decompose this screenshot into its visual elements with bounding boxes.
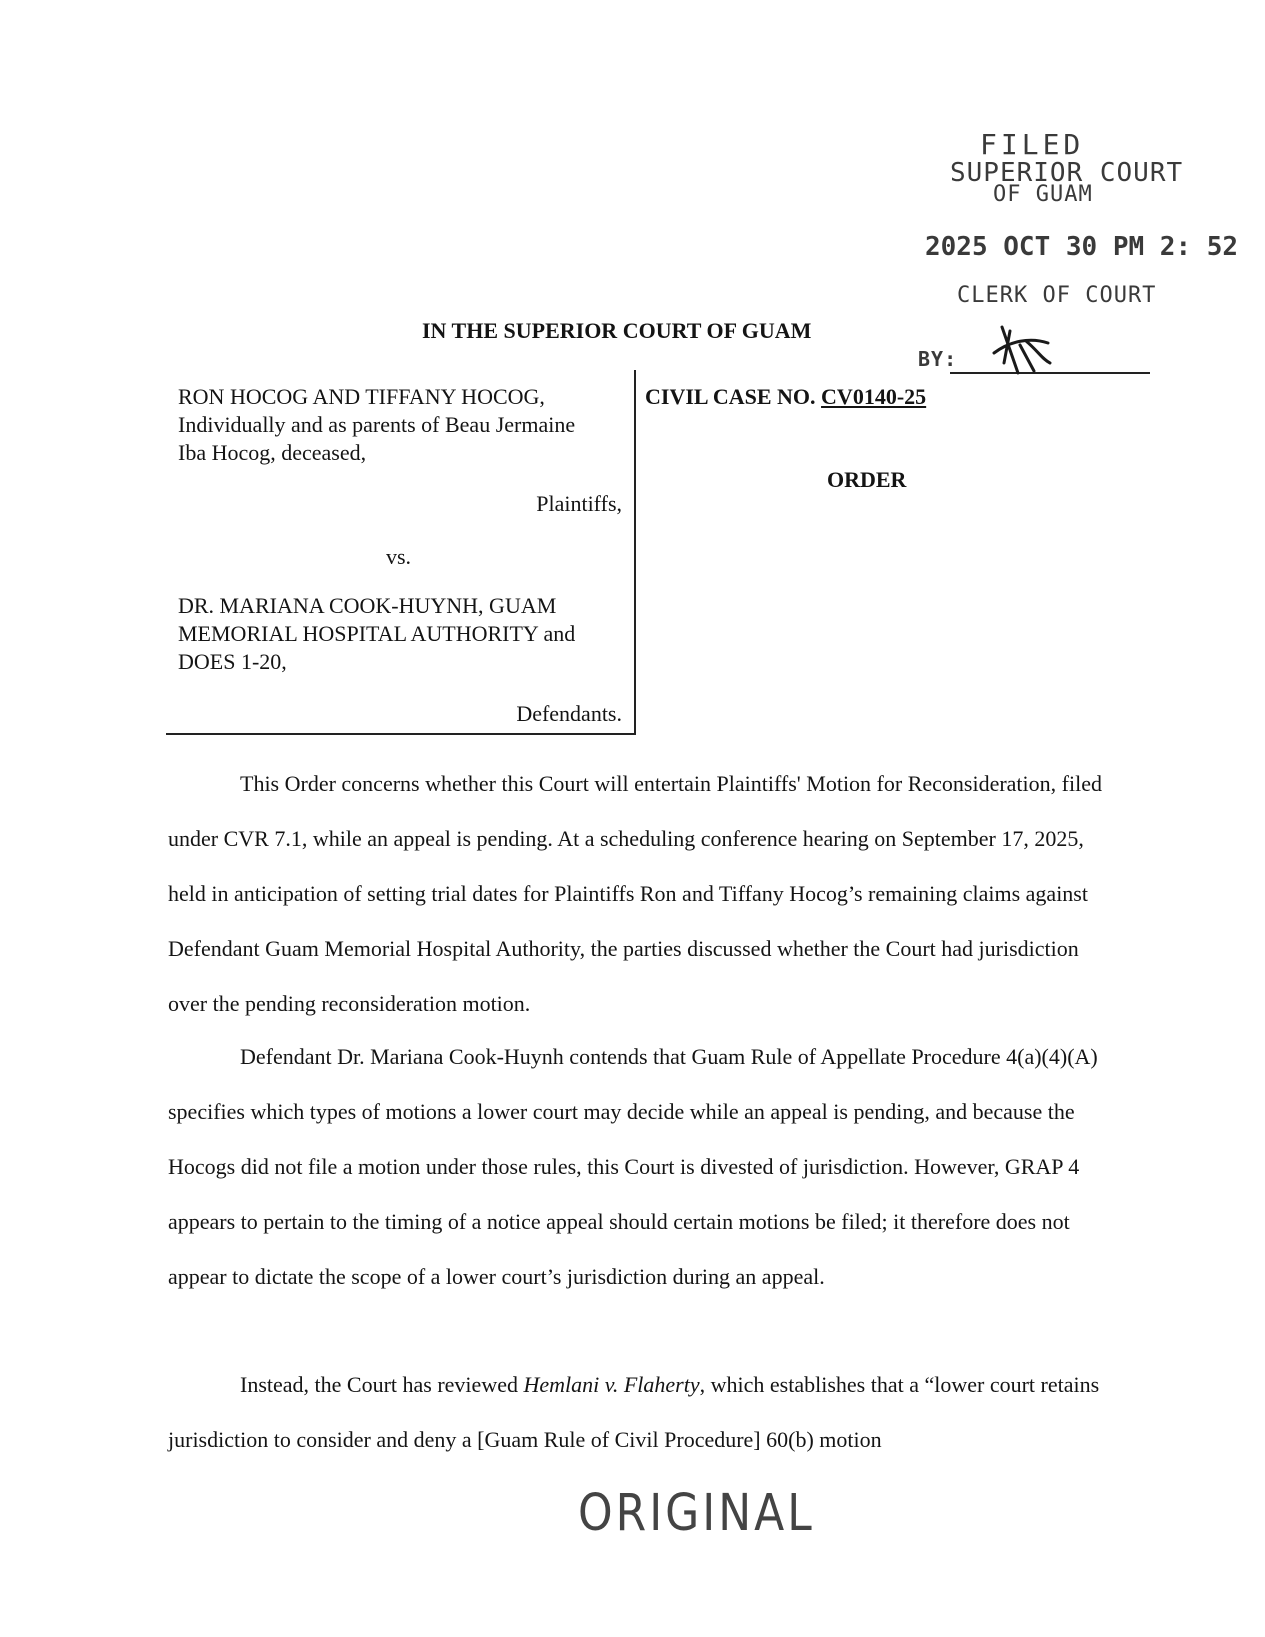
defendants-label: Defendants.: [516, 701, 622, 726]
case-citation: Hemlani v. Flaherty: [523, 1372, 700, 1397]
defendants-line: DOES 1-20,: [178, 649, 287, 674]
case-number: [645, 383, 926, 411]
plaintiffs-line: Iba Hocog, deceased,: [178, 440, 367, 465]
defendants-line: DR. MARIANA COOK-HUYNH, GUAM: [178, 593, 557, 618]
plaintiffs-label: Plaintiffs,: [536, 491, 622, 516]
body-paragraph-1: This Order concerns whether this Court will entertain Plaintiffs' Motion for Reconsideration, filed under CVR 7.1, while an appeal is pending. At a scheduling conference hearing on September 17, 2025, held in anticipation of setting trial dates for Plaintiffs Ron and Tiffany Hocog’s remaining claims against Defendant Guam Memorial Hospital Authority, the parties discussed whether the Court had jurisdiction over the pending reconsideration motion.: [168, 771, 1102, 1016]
plaintiffs-line: Individually and as parents of Beau Jermaine: [178, 412, 576, 437]
versus-label: vs.: [386, 544, 412, 569]
original-stamp: ORIGINAL: [578, 1484, 815, 1543]
filed-stamp-guam: OF GUAM: [993, 182, 1093, 207]
case-number-value: CV0140-25: [821, 384, 927, 409]
plaintiffs-line: RON HOCOG AND TIFFANY HOCOG,: [178, 384, 545, 409]
defendants-line: MEMORIAL HOSPITAL AUTHORITY and: [178, 621, 576, 646]
case-number-prefix: CIVIL CASE NO.: [645, 384, 822, 409]
caption-divider-vertical: [634, 370, 636, 734]
court-title: IN THE SUPERIOR COURT OF GUAM: [422, 318, 812, 343]
caption-divider-horizontal: [166, 733, 636, 735]
filed-stamp-court: SUPERIOR COURT: [950, 158, 1184, 188]
body-paragraph-3: [168, 1357, 1108, 1467]
plaintiffs-parties: [178, 383, 618, 467]
body-paragraph-2: Defendant Dr. Mariana Cook-Huynh contends that Guam Rule of Appellate Procedure 4(a)(4)(A) specifies which types of motions a lower court may decide while an appeal is pending, and because the Hocogs did not file a motion under those rules, this Court is divested of jurisdiction. However, GRAP 4 appears to pertain to the timing of a notice appeal should certain motions be filed; it therefore does not appear to dictate the scope of a lower court’s jurisdiction during an appeal.: [168, 1044, 1098, 1289]
clerk-signature: [990, 323, 1060, 383]
filed-stamp-date: 2025 OCT 30 PM 2: 52: [925, 232, 1239, 262]
defendants-parties: [178, 592, 618, 676]
filed-stamp-by: BY:: [918, 347, 958, 371]
filed-stamp-title: FILED: [980, 128, 1085, 161]
filed-stamp-clerk: CLERK OF COURT: [957, 283, 1157, 308]
para3-text-start: Instead, the Court has reviewed: [240, 1372, 524, 1397]
para3-text-end: , which establishes that a “lower court retains jurisdiction to consider and deny a [Guam Rule of Civil Procedure] 60(b) motion: [168, 1372, 1100, 1452]
document-title: ORDER: [827, 467, 907, 492]
